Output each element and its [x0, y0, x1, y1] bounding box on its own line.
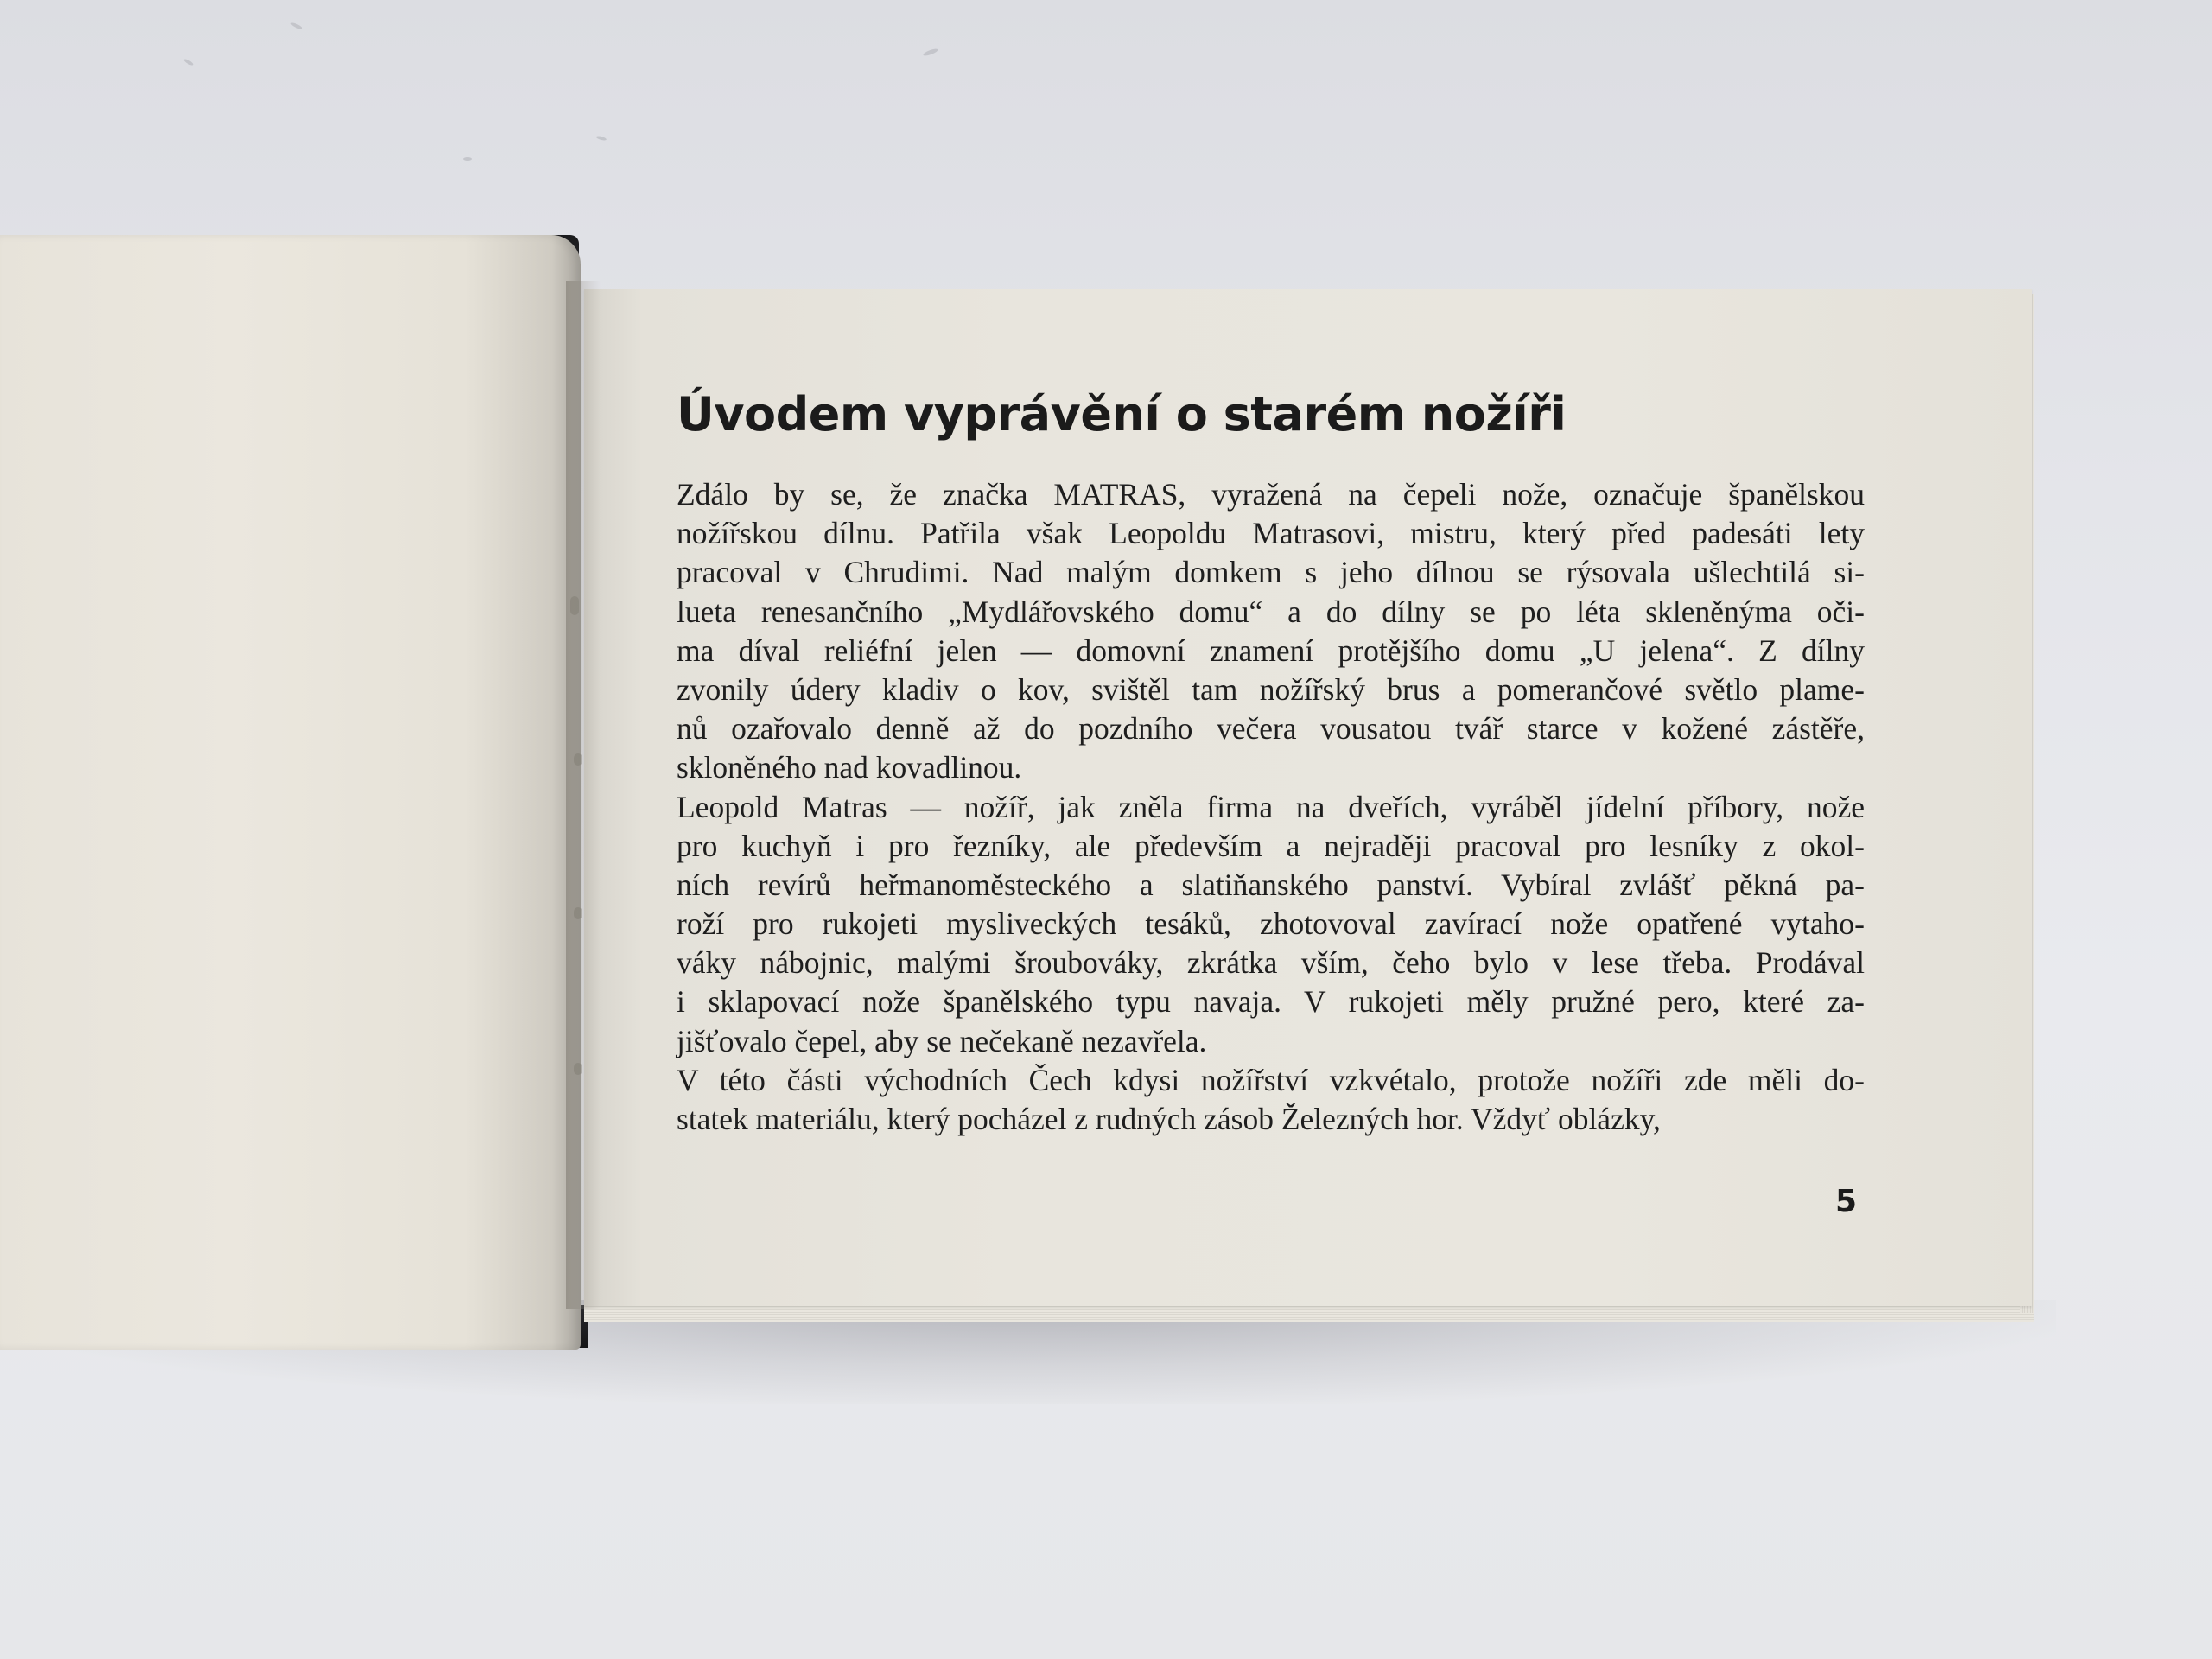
text-line: pracoval v Chrudimi. Nad malým domkem s jeho dílnou se rýsovala ušlechtilá si- [677, 555, 1865, 590]
text-line: statek materiálu, který pocházel z rudných zásob Železných hor. Vždyť oblázky, [677, 1102, 1661, 1136]
text-line: jišťovalo čepel, aby se nečekaně nezavřela. [677, 1023, 1207, 1058]
text-line: lueta renesančního „Mydlářovského domu“ a do dílny se po léta skleněnýma oči- [677, 594, 1865, 629]
text-line: ma díval reliéfní jelen — domovní znamení protějšího domu „U jelena“. Z dílny [677, 632, 1865, 668]
background-speck [596, 136, 607, 142]
text-line: skloněného nad kovadlinou. [677, 750, 1022, 785]
background-speck [923, 48, 939, 57]
text-line: ních revírů heřmanoměsteckého a slatiňanského panství. Vybíral zvlášť pěkná pa- [677, 867, 1865, 902]
page-number: 5 [1835, 1184, 1858, 1219]
book-gutter-shadow [566, 281, 601, 1309]
text-line: váky nábojnic, malými šroubováky, zkrátka vším, čeho bylo v lese třeba. Prodával [677, 945, 1865, 981]
left-page [0, 235, 581, 1350]
text-line: zvonily údery kladiv o kov, svištěl tam nožířský brus a pomerančové světlo plame- [677, 671, 1865, 707]
text-line: pro kuchyň i pro řezníky, ale především a nejraději pracoval pro lesníky z okol- [677, 828, 1865, 863]
text-line: V této části východních Čech kdysi nožířství vzkvétalo, protože nožíři zde měli do- [677, 1062, 1865, 1097]
body-text [677, 475, 1865, 1139]
chapter-title: Úvodem vyprávění o starém nožíři [677, 387, 1567, 442]
text-line: Leopold Matras — nožíř, jak zněla firma na dveřích, vyráběl jídelní příbory, nože [677, 789, 1865, 824]
text-line: nožířskou dílnu. Patřila však Leopoldu Matrasovi, mistru, který před padesáti lety [677, 516, 1865, 551]
background-speck [290, 22, 302, 30]
background-speck [463, 157, 472, 161]
page-edges-bottom [584, 1305, 2034, 1322]
text-line: nů ozařovalo denně až do pozdního večera vousatou tvář starce v kožené zástěře, [677, 711, 1865, 747]
text-line: Zdálo by se, že značka MATRAS, vyražená na čepeli nože, označuje španělskou [677, 477, 1865, 512]
text-line: roží pro rukojeti mysliveckých tesáků, zhotovoval zavírací nože opatřené vytaho- [677, 906, 1865, 942]
text-line: i sklapovací nože španělského typu navaja. V rukojeti měly pružné pero, které za- [677, 984, 1865, 1020]
background-speck [183, 58, 194, 66]
